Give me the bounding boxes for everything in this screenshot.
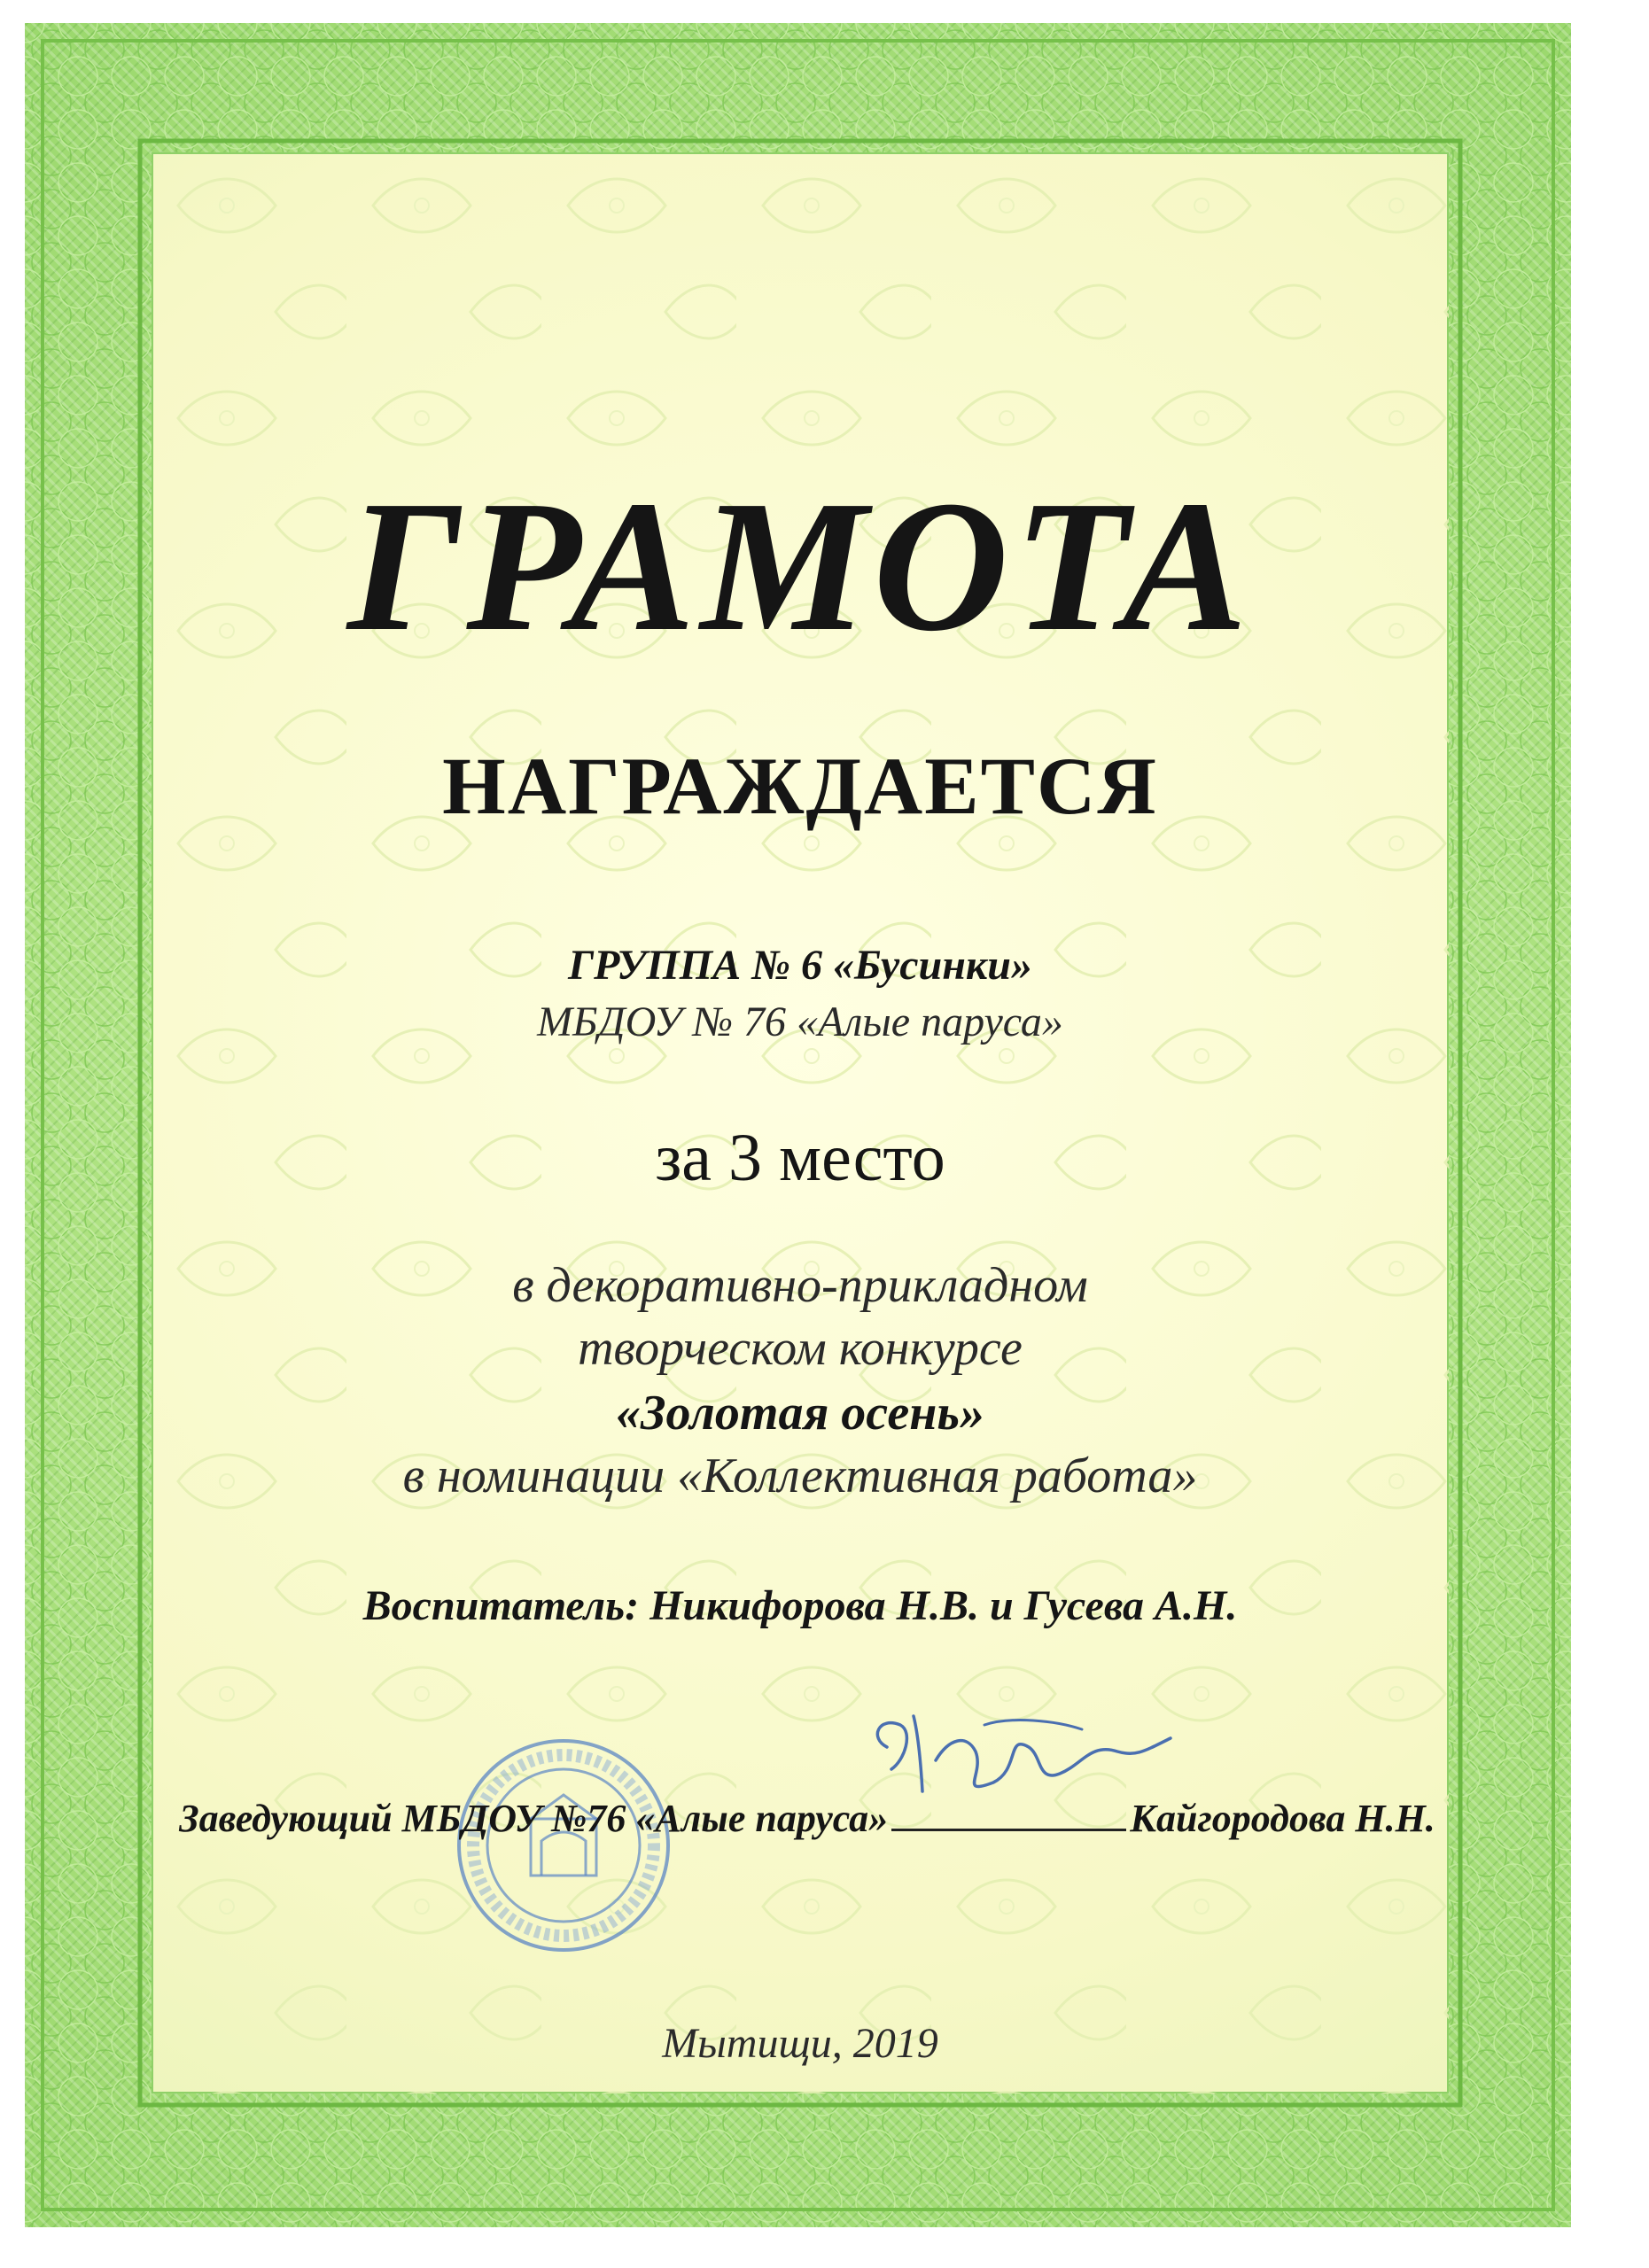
recipient-organization: МБДОУ № 76 «Алые паруса»	[537, 998, 1063, 1045]
contest-name: «Золотая осень»	[616, 1386, 984, 1441]
round-seal-icon	[453, 1735, 674, 1956]
signature-line	[891, 1798, 1126, 1831]
award-place: за 3 место	[655, 1121, 945, 1195]
head-title: Заведующий МБДОУ №76 «Алые паруса»	[179, 1797, 889, 1840]
certificate-inner-panel	[152, 152, 1449, 2093]
city-year: Мытищи, 2019	[662, 2020, 938, 2067]
nomination: в номинации «Коллективная работа»	[402, 1449, 1198, 1503]
certificate-title: ГРАМОТА	[347, 462, 1253, 670]
recipient-group: ГРУППА № 6 «Бусинки»	[568, 942, 1032, 989]
contest-description-line2: творческом конкурсе	[578, 1321, 1023, 1376]
teachers-line: Воспитатель: Никифорова Н.В. и Гусева А.Н.	[362, 1582, 1238, 1629]
certificate-sheet	[25, 23, 1571, 2227]
contest-description-line1: в декоративно-прикладном	[512, 1258, 1088, 1313]
signature-row	[174, 1796, 1441, 1841]
head-name: Кайгородова Н.Н.	[1130, 1797, 1435, 1840]
awarded-heading: НАГРАЖДАЕТСЯ	[442, 741, 1158, 831]
